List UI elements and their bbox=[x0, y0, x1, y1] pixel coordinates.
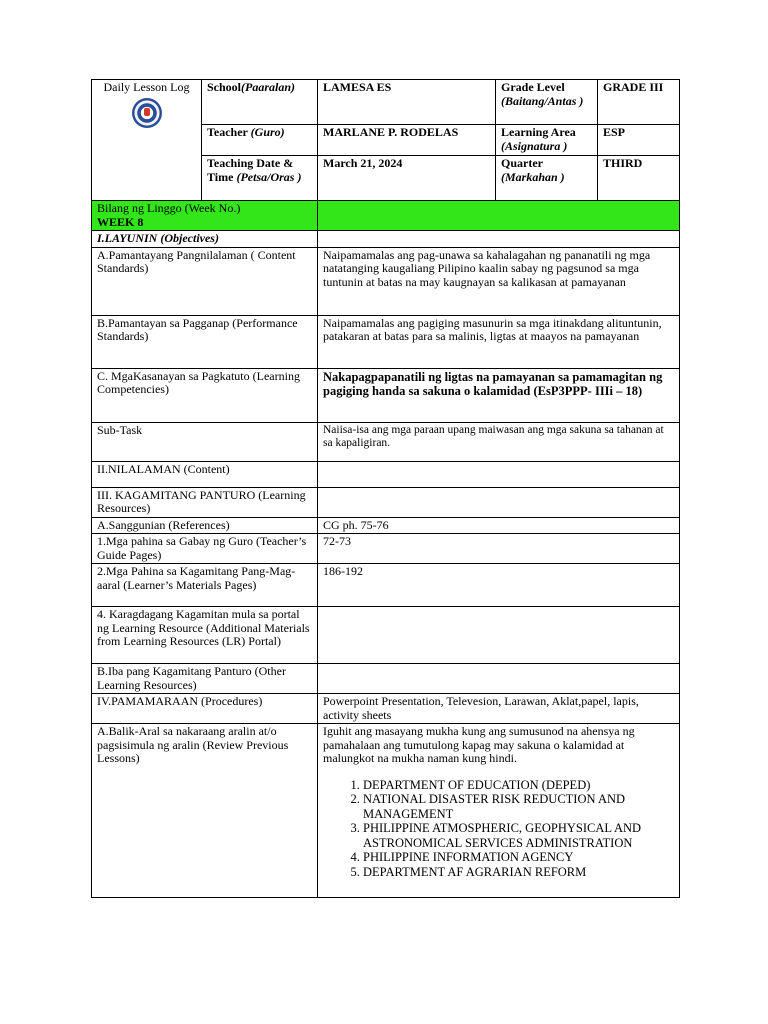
quarter-value: THIRD bbox=[598, 156, 680, 201]
date-label: Teaching Date & Time bbox=[207, 156, 294, 184]
tg-pages-row bbox=[92, 534, 680, 564]
week-blank bbox=[318, 201, 680, 231]
performance-label: B.Pamantayan sa Pagganap (Performance Standards) bbox=[92, 315, 318, 368]
procedures-row bbox=[92, 694, 680, 724]
date-label-cell bbox=[202, 156, 318, 201]
lr-portal-label: 4. Karagdagang Kagamitan mula sa portal ng Learning Resource (Additional Materials from Learning Resources (LR) Portal) bbox=[92, 607, 318, 664]
list-item: 3. PHILIPPINE ATMOSPHERIC, GEOPHYSICAL AND ASTRONOMICAL SERVICES ADMINISTRATION bbox=[363, 821, 674, 850]
list-item: 5. DEPARTMENT AF AGRARIAN REFORM bbox=[363, 865, 674, 880]
review-instructions: Iguhit ang masayang mukha kung ang sumusunod na ahensya ng pamahalaan ang tumutulong kapag may sakuna o kalamidad at malungkot na mukha naman kung hindi. bbox=[323, 724, 635, 765]
area-label-fil: (Asignatura ) bbox=[501, 138, 568, 153]
content-standards-label: A.Pamantayang Pangnilalaman ( Content Standards) bbox=[92, 247, 318, 315]
area-value: ESP bbox=[598, 125, 680, 156]
teacher-label-fil: (Guro) bbox=[250, 125, 285, 139]
header-row-school bbox=[92, 80, 680, 125]
references-label: A.Sanggunian (References) bbox=[92, 517, 318, 534]
content-blank bbox=[318, 461, 680, 487]
resources-label: III. KAGAMITANG PANTURO (Learning Resources) bbox=[92, 487, 318, 517]
week-value: WEEK 8 bbox=[97, 214, 144, 229]
resources-blank bbox=[318, 487, 680, 517]
agency-list bbox=[323, 778, 674, 880]
area-label-cell bbox=[496, 125, 598, 156]
review-label: A.Balik-Aral sa nakaraang aralin at/o pagsisimula ng aralin (Review Previous Lessons) bbox=[92, 724, 318, 898]
teacher-label: Teacher bbox=[207, 125, 251, 139]
lm-pages-label: 2.Mga Pahina sa Kagamitang Pang-Mag-aaral (Learner’s Materials Pages) bbox=[92, 564, 318, 607]
school-value: LAMESA ES bbox=[318, 80, 496, 125]
tg-pages-value: 72-73 bbox=[318, 534, 680, 564]
competencies-value: Nakapagpapanatili ng ligtas na pamayanan sa pamamagitan ng pagiging handa sa sakuna o kalamidad (EsP3PPP- IIIi – 18) bbox=[318, 368, 680, 422]
list-item: 1. DEPARTMENT OF EDUCATION (DEPED) bbox=[363, 778, 674, 793]
objectives-blank bbox=[318, 231, 680, 248]
resources-row bbox=[92, 487, 680, 517]
dll-table bbox=[91, 79, 680, 898]
objectives-row bbox=[92, 231, 680, 248]
school-label-cell bbox=[202, 80, 318, 125]
objectives-heading: I.LAYUNIN (Objectives) bbox=[92, 231, 318, 248]
grade-label-cell bbox=[496, 80, 598, 125]
teacher-label-cell bbox=[202, 125, 318, 156]
daily-lesson-log bbox=[91, 79, 679, 898]
week-row bbox=[92, 201, 680, 231]
performance-row bbox=[92, 315, 680, 368]
teacher-value: MARLANE P. RODELAS bbox=[318, 125, 496, 156]
school-label: School bbox=[207, 80, 242, 94]
list-item: 4. PHILIPPINE INFORMATION AGENCY bbox=[363, 850, 674, 865]
content-label: II.NILALAMAN (Content) bbox=[92, 461, 318, 487]
lr-portal-blank bbox=[318, 607, 680, 664]
lr-portal-row bbox=[92, 607, 680, 664]
procedures-value: Powerpoint Presentation, Televesion, Larawan, Aklat,papel, lapis, activity sheets bbox=[318, 694, 680, 724]
grade-label-fil: (Baitang/Antas ) bbox=[501, 93, 584, 108]
tg-pages-label: 1.Mga pahina sa Gabay ng Guro (Teacher’s Guide Pages) bbox=[92, 534, 318, 564]
lm-pages-row bbox=[92, 564, 680, 607]
grade-value: GRADE III bbox=[598, 80, 680, 125]
references-value: CG ph. 75-76 bbox=[318, 517, 680, 534]
content-row bbox=[92, 461, 680, 487]
competencies-row bbox=[92, 368, 680, 422]
content-standards-value: Naipamamalas ang pag-unawa sa kahalagahan ng pananatili ng mga natatanging kaugaliang Pilipino kaalin sabay ng pagsunod sa mga tuntunin at batas na may kaugnayan sa kalikasan at pamayanan bbox=[318, 247, 680, 315]
dll-title-cell bbox=[92, 80, 202, 201]
competencies-label: C. MgaKasanayan sa Pagkatuto (Learning Competencies) bbox=[92, 368, 318, 422]
other-resources-row bbox=[92, 664, 680, 694]
procedures-label: IV.PAMAMARAAN (Procedures) bbox=[92, 694, 318, 724]
date-value: March 21, 2024 bbox=[318, 156, 496, 201]
review-row bbox=[92, 724, 680, 898]
quarter-label-cell bbox=[496, 156, 598, 201]
performance-value: Naipamamalas ang pagiging masunurin sa mga itinakdang alituntunin, patakaran at batas para sa malinis, ligtas at maayos na pamayanan bbox=[318, 315, 680, 368]
grade-label: Grade Level bbox=[501, 80, 565, 94]
date-label-fil: (Petsa/Oras ) bbox=[236, 169, 302, 184]
references-row bbox=[92, 517, 680, 534]
lm-pages-value: 186-192 bbox=[318, 564, 680, 607]
quarter-label: Quarter bbox=[501, 156, 543, 170]
subtask-row bbox=[92, 422, 680, 461]
other-resources-blank bbox=[318, 664, 680, 694]
quarter-label-fil: (Markahan ) bbox=[501, 169, 565, 184]
deped-seal-icon bbox=[132, 98, 162, 128]
dll-title: Daily Lesson Log bbox=[103, 80, 190, 94]
other-resources-label: B.Iba pang Kagamitang Panturo (Other Learning Resources) bbox=[92, 664, 318, 694]
content-standards-row bbox=[92, 247, 680, 315]
school-label-fil: (Paaralan) bbox=[241, 80, 296, 94]
subtask-value: Naiisa-isa ang mga paraan upang maiwasan ang mga sakuna sa tahanan at sa kapaligiran. bbox=[318, 422, 680, 461]
subtask-label: Sub-Task bbox=[92, 422, 318, 461]
area-label: Learning Area bbox=[501, 125, 576, 139]
week-label: Bilang ng Linggo (Week No.) bbox=[97, 201, 241, 215]
review-cell bbox=[318, 724, 680, 898]
week-cell bbox=[92, 201, 318, 231]
list-item: 2. NATIONAL DISASTER RISK REDUCTION AND MANAGEMENT bbox=[363, 792, 674, 821]
